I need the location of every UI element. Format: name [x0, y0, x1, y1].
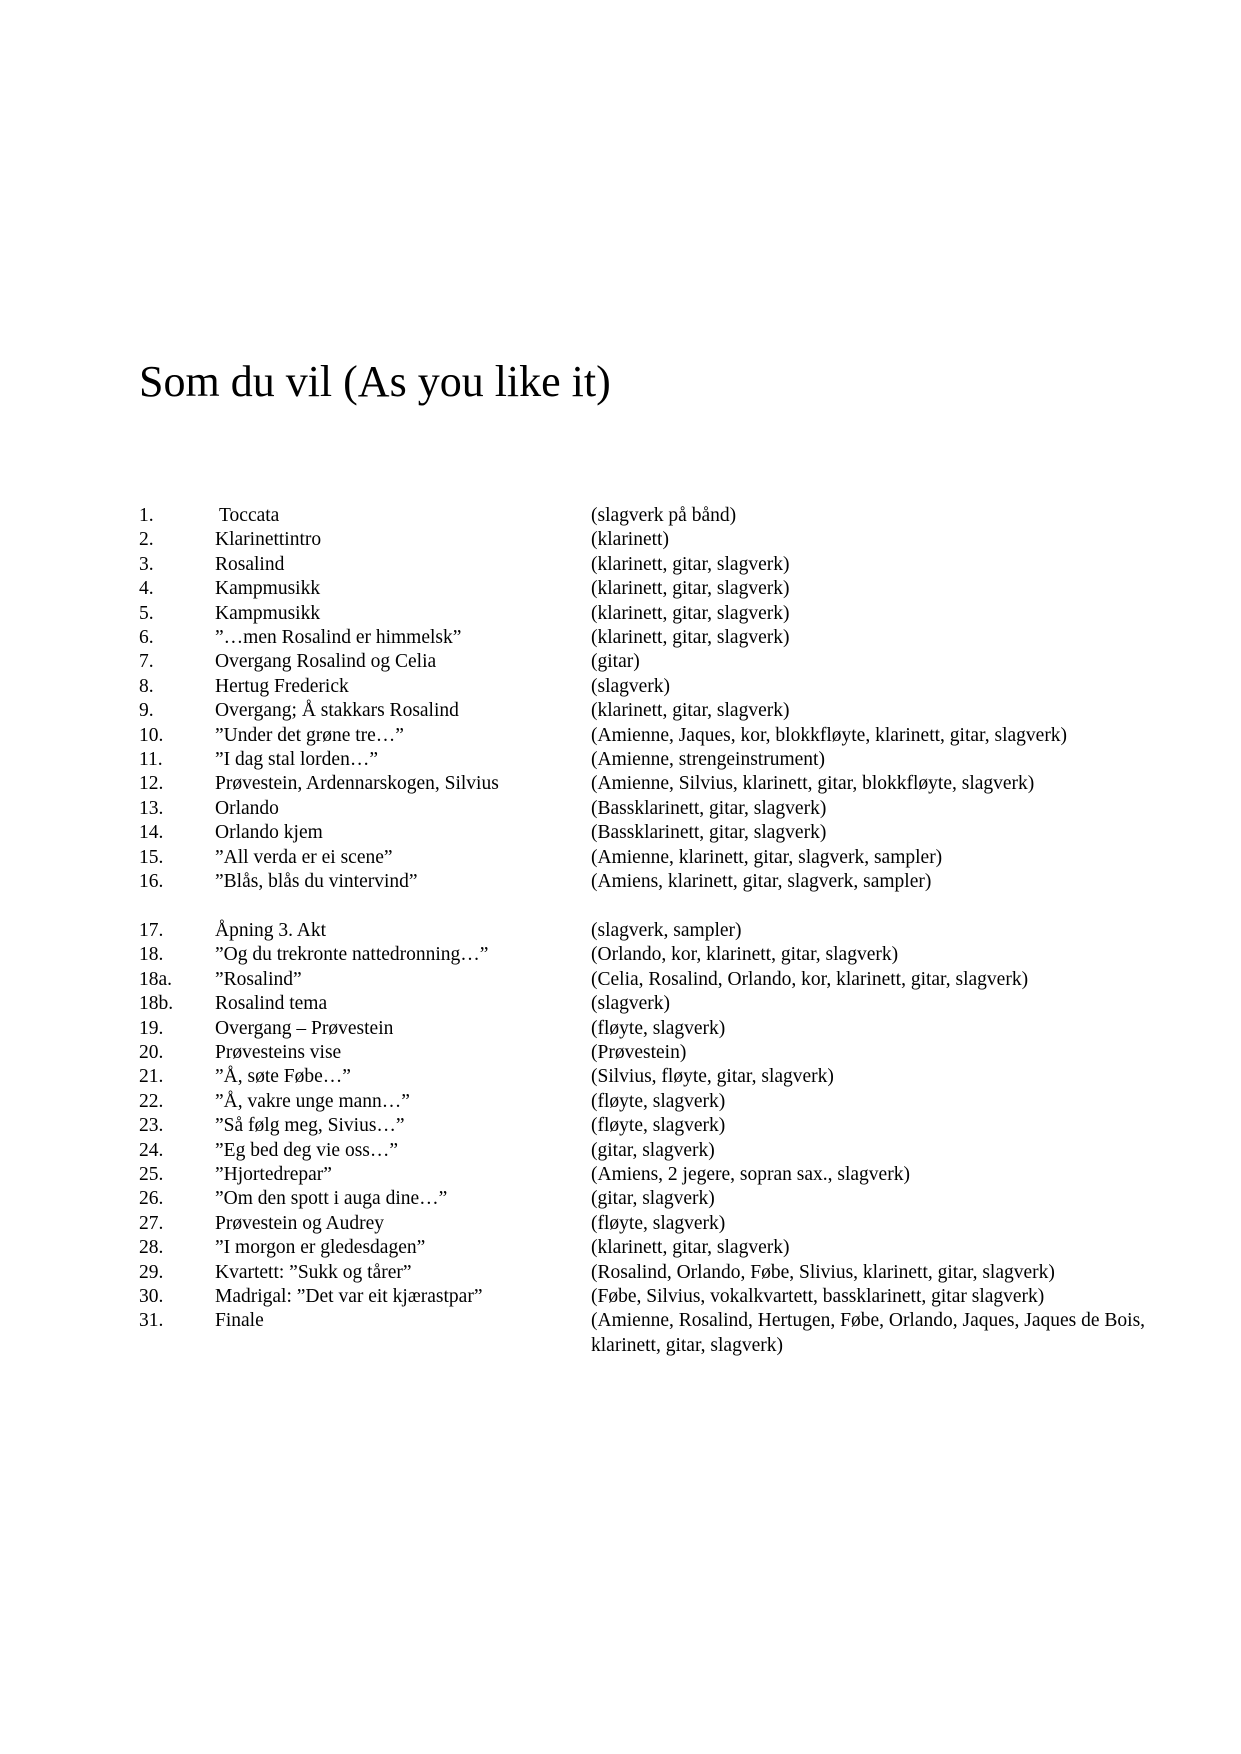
track-row	[139, 992, 1179, 1016]
track-row	[139, 699, 1179, 723]
track-number: 30.	[139, 1285, 164, 1307]
track-number: 11.	[139, 749, 163, 771]
track-title: Rosalind tema	[215, 993, 328, 1015]
track-number: 31.	[139, 1310, 164, 1332]
track-instrumentation: (klarinett, gitar, slagverk)	[591, 578, 790, 600]
track-title: Finale	[215, 1310, 264, 1332]
track-number: 2.	[139, 529, 154, 551]
track-instrumentation: (Amiens, 2 jegere, sopran sax., slagverk)	[591, 1163, 910, 1185]
track-instrumentation: (klarinett)	[591, 529, 669, 551]
track-instrumentation: (Amienne, Silvius, klarinett, gitar, blokkfløyte, slagverk)	[591, 773, 1035, 795]
track-row	[139, 797, 1179, 821]
track-row	[139, 724, 1179, 748]
track-title: ”Å, søte Føbe…”	[215, 1066, 351, 1088]
track-instrumentation: (slagverk, sampler)	[591, 919, 742, 941]
track-instrumentation: (Amienne, Rosalind, Hertugen, Føbe, Orlando, Jaques, Jaques de Bois, klarinett, gitar, slagverk)	[591, 1310, 1146, 1356]
track-instrumentation: (gitar, slagverk)	[591, 1188, 715, 1210]
track-number: 13.	[139, 797, 164, 819]
track-number: 18.	[139, 944, 164, 966]
track-number: 12.	[139, 773, 164, 795]
track-row	[139, 1261, 1179, 1285]
track-instrumentation: (fløyte, slagverk)	[591, 1115, 726, 1137]
track-number: 8.	[139, 675, 154, 697]
track-title: ”Å, vakre unge mann…”	[215, 1090, 410, 1112]
track-title: Overgang Rosalind og Celia	[215, 651, 437, 673]
track-instrumentation: (Celia, Rosalind, Orlando, kor, klarinett, gitar, slagverk)	[591, 968, 1029, 990]
track-row	[139, 1017, 1179, 1041]
track-instrumentation: (slagverk)	[591, 675, 671, 697]
track-instrumentation: (Amienne, klarinett, gitar, slagverk, sampler)	[591, 846, 943, 868]
track-instrumentation: (Rosalind, Orlando, Føbe, Slivius, klarinett, gitar, slagverk)	[591, 1261, 1055, 1283]
track-row	[139, 675, 1179, 699]
track-row	[139, 1139, 1179, 1163]
track-number: 4.	[139, 578, 154, 600]
track-instrumentation: (Bassklarinett, gitar, slagverk)	[591, 822, 827, 844]
track-row	[139, 943, 1179, 967]
track-instrumentation: (Orlando, kor, klarinett, gitar, slagverk)	[591, 944, 899, 966]
track-title: ”Eg bed deg vie oss…”	[215, 1139, 399, 1161]
track-number: 18b.	[139, 993, 174, 1015]
track-number: 27.	[139, 1212, 164, 1234]
page-title: Som du vil (As you like it)	[139, 357, 611, 406]
track-row	[139, 748, 1179, 772]
track-number: 29.	[139, 1261, 164, 1283]
track-title: Madrigal: ”Det var eit kjærastpar”	[215, 1285, 483, 1307]
track-instrumentation: (fløyte, slagverk)	[591, 1017, 726, 1039]
track-row	[139, 821, 1179, 845]
track-instrumentation: (gitar, slagverk)	[591, 1139, 715, 1161]
track-instrumentation: (klarinett, gitar, slagverk)	[591, 553, 790, 575]
track-title: ”Så følg meg, Sivius…”	[215, 1115, 405, 1137]
track-instrumentation: (slagverk)	[591, 993, 671, 1015]
track-number: 25.	[139, 1163, 164, 1185]
track-number: 10.	[139, 724, 164, 746]
track-row	[139, 602, 1179, 626]
track-title: Rosalind	[215, 553, 285, 575]
track-row	[139, 1090, 1179, 1114]
track-row	[139, 1309, 1179, 1358]
track-title: Orlando	[215, 797, 279, 819]
track-number: 23.	[139, 1115, 164, 1137]
track-number: 14.	[139, 822, 164, 844]
track-list	[139, 504, 1179, 1358]
track-row	[139, 650, 1179, 674]
track-number: 5.	[139, 602, 154, 624]
track-row	[139, 1187, 1179, 1211]
track-number: 22.	[139, 1090, 164, 1112]
track-row	[139, 919, 1179, 943]
track-row	[139, 1041, 1179, 1065]
track-instrumentation: (Amienne, strengeinstrument)	[591, 749, 825, 771]
track-row	[139, 553, 1179, 577]
track-instrumentation: (Amienne, Jaques, kor, blokkfløyte, klarinett, gitar, slagverk)	[591, 724, 1068, 746]
track-number: 15.	[139, 846, 164, 868]
track-row	[139, 772, 1179, 796]
track-instrumentation: (slagverk på bånd)	[591, 505, 737, 526]
track-row	[139, 1114, 1179, 1138]
track-instrumentation: (klarinett, gitar, slagverk)	[591, 602, 790, 624]
track-title: Orlando kjem	[215, 822, 323, 844]
track-number: 26.	[139, 1188, 164, 1210]
track-title: Kampmusikk	[215, 578, 321, 600]
track-row	[139, 577, 1179, 601]
track-instrumentation: (Amiens, klarinett, gitar, slagverk, sampler)	[591, 871, 932, 893]
track-title: ”Hjortedrepar”	[215, 1163, 332, 1185]
track-instrumentation: (klarinett, gitar, slagverk)	[591, 627, 790, 649]
track-number: 28.	[139, 1237, 164, 1259]
track-row	[139, 1236, 1179, 1260]
track-number: 19.	[139, 1017, 164, 1039]
track-number: 16.	[139, 871, 164, 893]
track-title: Prøvesteins vise	[215, 1041, 342, 1063]
track-title: ”Om den spott i auga dine…”	[215, 1188, 448, 1210]
track-title: Åpning 3. Akt	[215, 919, 327, 941]
track-row	[139, 504, 1179, 528]
track-number: 7.	[139, 651, 154, 673]
track-title: ”All verda er ei scene”	[215, 846, 393, 868]
track-instrumentation: (klarinett, gitar, slagverk)	[591, 700, 790, 722]
track-title: Klarinettintro	[215, 529, 322, 551]
track-instrumentation: (fløyte, slagverk)	[591, 1212, 726, 1234]
track-row	[139, 1065, 1179, 1089]
track-number: 17.	[139, 919, 164, 941]
track-title: Kampmusikk	[215, 602, 321, 624]
track-title: ”I dag stal lorden…”	[215, 749, 378, 771]
track-number: 21.	[139, 1066, 164, 1088]
track-row	[139, 1212, 1179, 1236]
track-number: 20.	[139, 1041, 164, 1063]
track-title: ”Og du trekronte nattedronning…”	[215, 944, 489, 966]
track-title: Prøvestein, Ardennarskogen, Silvius	[215, 773, 499, 795]
track-instrumentation: (Føbe, Silvius, vokalkvartett, bassklarinett, gitar slagverk)	[591, 1285, 1045, 1307]
track-title: Toccata	[219, 505, 280, 526]
track-title: Kvartett: ”Sukk og tårer”	[215, 1261, 412, 1283]
track-title: ”Under det grøne tre…”	[215, 724, 404, 746]
track-title: Hertug Frederick	[215, 675, 349, 697]
track-row	[139, 968, 1179, 992]
track-title: ”Rosalind”	[215, 968, 302, 990]
track-instrumentation: (Silvius, fløyte, gitar, slagverk)	[591, 1066, 834, 1088]
track-title: ”Blås, blås du vintervind”	[215, 871, 418, 893]
track-title: Overgang; Å stakkars Rosalind	[215, 700, 459, 722]
track-instrumentation: (Bassklarinett, gitar, slagverk)	[591, 797, 827, 819]
track-instrumentation: (klarinett, gitar, slagverk)	[591, 1237, 790, 1259]
track-number: 6.	[139, 627, 154, 649]
track-number: 18a.	[139, 968, 173, 990]
track-title: Prøvestein og Audrey	[215, 1212, 384, 1234]
track-row	[139, 846, 1179, 870]
track-row	[139, 1163, 1179, 1187]
track-title: Overgang – Prøvestein	[215, 1017, 394, 1039]
track-number: 1.	[139, 505, 154, 526]
track-row	[139, 528, 1179, 552]
track-number: 9.	[139, 700, 154, 722]
track-instrumentation: (Prøvestein)	[591, 1041, 687, 1063]
track-row	[139, 870, 1179, 894]
track-row	[139, 626, 1179, 650]
track-number: 3.	[139, 553, 154, 575]
track-title: ”I morgon er gledesdagen”	[215, 1237, 426, 1259]
track-instrumentation: (fløyte, slagverk)	[591, 1090, 726, 1112]
track-row	[139, 1285, 1179, 1309]
track-number: 24.	[139, 1139, 164, 1161]
track-title: ”…men Rosalind er himmelsk”	[215, 627, 462, 649]
track-instrumentation: (gitar)	[591, 651, 640, 673]
